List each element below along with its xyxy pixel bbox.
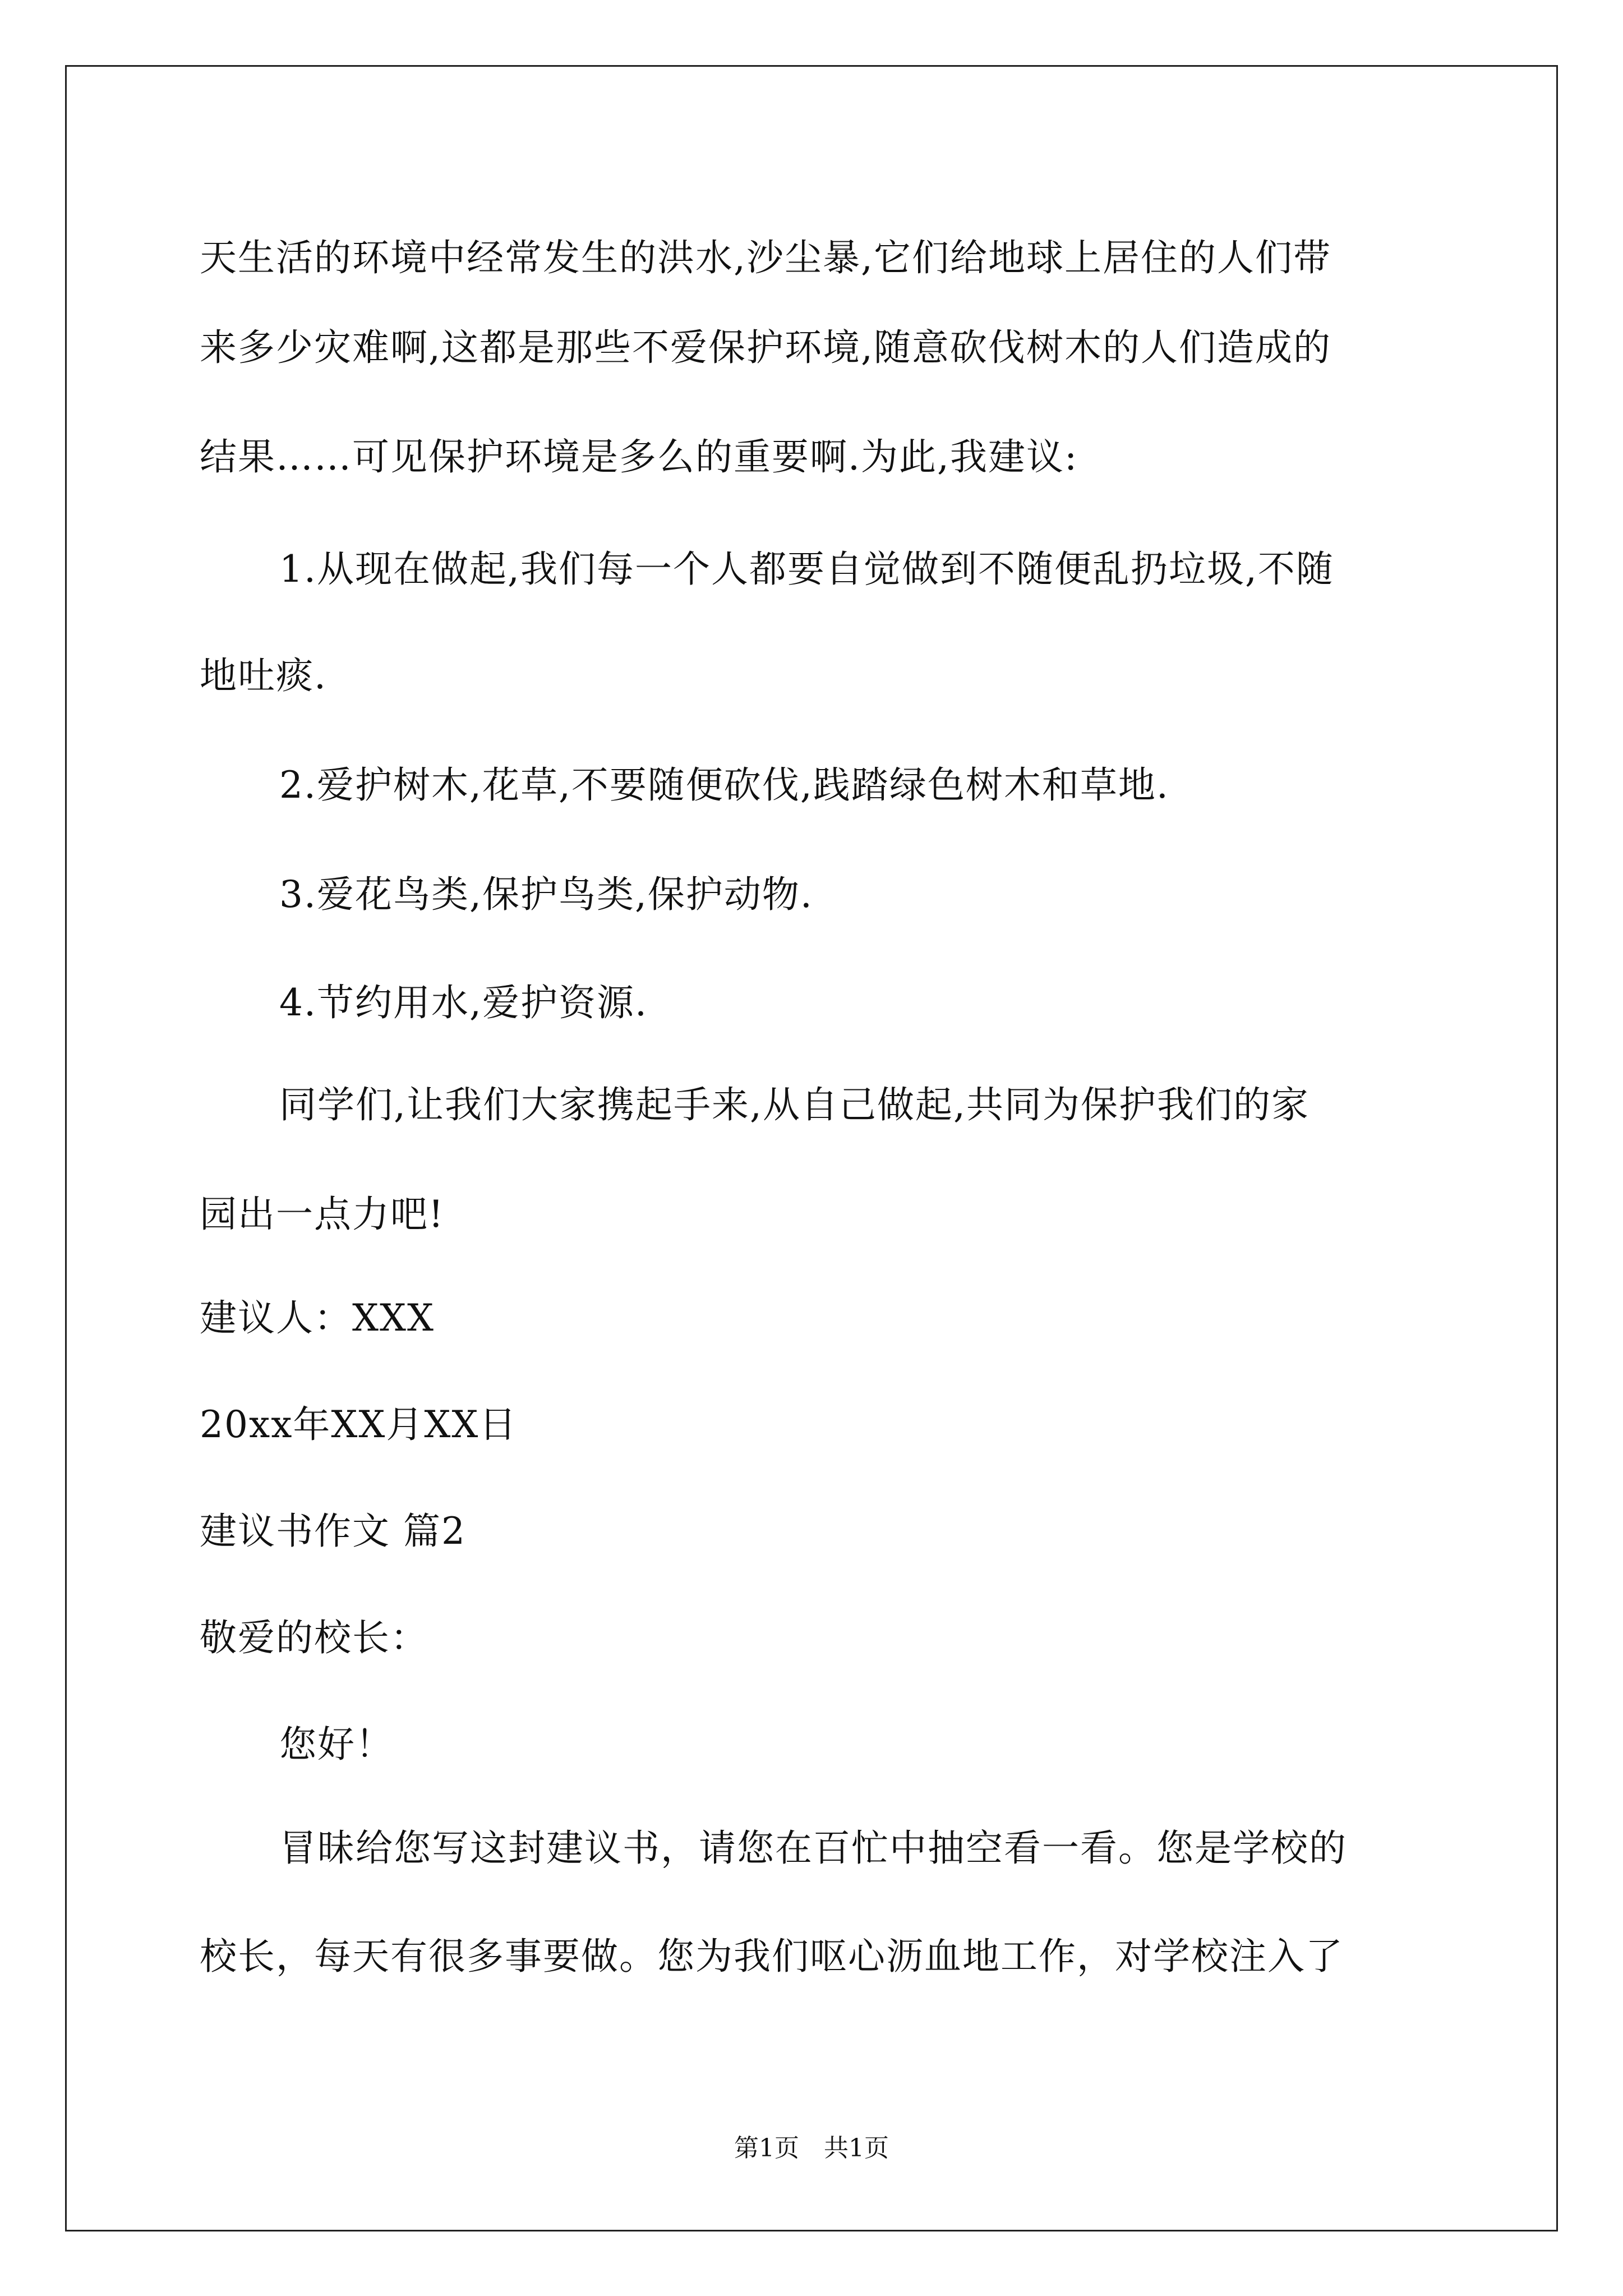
closing-paragraph-line-1: 同学们,让我们大家携起手来,从自己做起,共同为保护我们的家 [279, 1083, 1310, 1126]
letter-body-line-2: 校长，每天有很多事要做。您为我们呕心沥血地工作，对学校注入了 [200, 1935, 1344, 1978]
page-footer: 第1页 共1页 [734, 2134, 889, 2162]
letter-body-line-1: 冒昧给您写这封建议书，请您在百忙中抽空看一看。您是学校的 [279, 1826, 1347, 1870]
list-item-1-line-2: 地吐痰. [200, 654, 327, 697]
salutation: 敬爱的校长： [200, 1616, 428, 1659]
section-heading: 建议书作文 篇2 [200, 1510, 466, 1553]
page-frame [65, 65, 1558, 2231]
list-item-4: 4.节约用水,爱护资源. [279, 981, 648, 1024]
list-item-2: 2.爱护树木,花草,不要随便砍伐,践踏绿色树木和草地. [279, 763, 1169, 807]
proposer-signature: 建议人：XXX [200, 1296, 435, 1340]
closing-paragraph-line-2: 园出一点力吧! [200, 1193, 445, 1236]
list-item-1-line-1: 1.从现在做起,我们每一个人都要自觉做到不随便乱扔垃圾,不随 [279, 547, 1334, 591]
body-line-2: 来多少灾难啊,这都是那些不爱保护环境,随意砍伐树木的人们造成的 [200, 326, 1331, 369]
body-line-1: 天生活的环境中经常发生的洪水,沙尘暴,它们给地球上居住的人们带 [200, 236, 1331, 279]
greeting: 您好！ [279, 1723, 394, 1766]
body-line-3: 结果……可见保护环境是多么的重要啊.为此,我建议: [200, 435, 1078, 478]
date-line: 20xx年XX月XX日 [200, 1403, 518, 1446]
list-item-3: 3.爱花鸟类,保护鸟类,保护动物. [279, 873, 813, 916]
